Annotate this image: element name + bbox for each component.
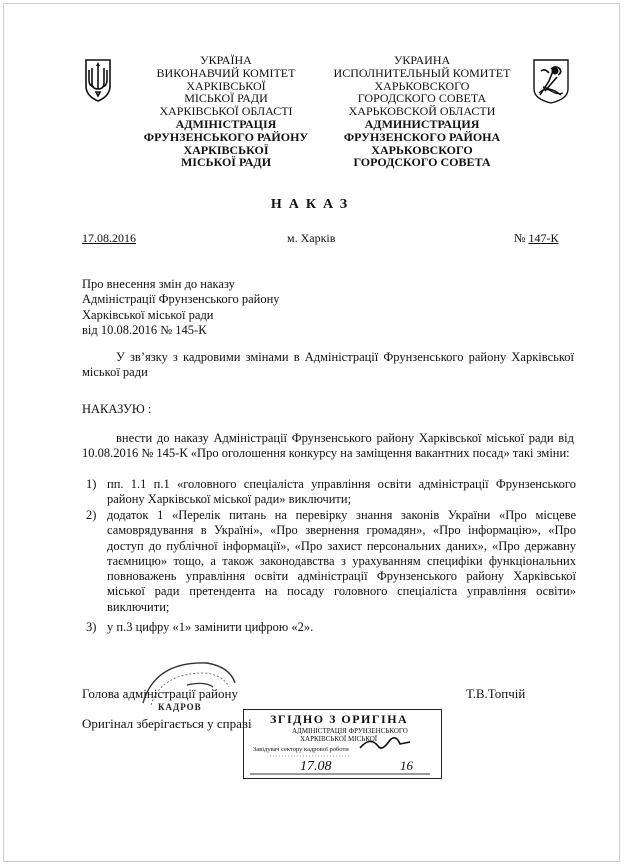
list-item-text: у п.3 цифру «1» замінити цифрою «2».: [107, 620, 314, 634]
document-city: м. Харків: [287, 231, 336, 245]
subject-line: Харківської міської ради: [82, 307, 214, 322]
number-value: 147-К: [528, 231, 559, 245]
list-item-number: 3): [86, 620, 97, 634]
kharkiv-coat-of-arms-icon: [531, 57, 571, 105]
stamp-heading: ЗГІДНО З ОРИГІНА: [270, 712, 409, 726]
header-line: ГОРОДСКОГО СОВЕТА: [353, 155, 491, 170]
original-note: Оригінал зберігається у справі: [82, 716, 252, 731]
subject-line: Адміністрації Фрунзенського району: [82, 292, 280, 307]
signer-name: Т.В.Топчій: [466, 686, 526, 701]
header-line: ХАРЬКОВСКОЙ ОБЛАСТИ: [348, 104, 496, 119]
handwritten-signature-icon: [240, 730, 440, 780]
header-line: ХАРЬКОВСКОГО: [374, 78, 470, 93]
number-prefix: №: [514, 231, 526, 245]
document-subject: [82, 277, 280, 338]
header-line: ФРУНЗЕНСЬКОГО РАЙОНУ: [143, 129, 309, 144]
order-word: НАКАЗУЮ :: [82, 402, 152, 416]
header-line: ФРУНЗЕНСКОГО РАЙОНА: [343, 129, 501, 144]
header-line: ХАРЬКОВСКОГО: [371, 142, 473, 157]
intro-paragraph: У зв’язку з кадровими змінами в Адміністрації Фрунзенського району Харківської міської ради: [82, 350, 574, 380]
header-line: ГОРОДСКОГО СОВЕТА: [357, 91, 487, 106]
header-line: АДМІНІСТРАЦІЯ: [175, 116, 277, 131]
header-line: ХАРКІВСЬКОЇ: [183, 142, 269, 157]
list-item-text: пп. 1.1 п.1 «головного спеціаліста управління освіти адміністрації Фрунзенського району Харківської міської ради» виключити;: [107, 477, 576, 507]
stamp-date-handwritten: 17.08: [300, 759, 332, 774]
signer-title: Голова адміністрації району: [82, 686, 238, 701]
header-line: ХАРКІВСЬКОЇ ОБЛАСТІ: [159, 104, 293, 119]
subject-line: Про внесення змін до наказу: [82, 277, 235, 291]
header-line: МІСЬКОЇ РАДИ: [180, 155, 272, 170]
stamp-line: Завідувач сектору кадрової роботи: [253, 746, 349, 753]
list-item-number: 1): [86, 477, 97, 491]
lead-paragraph: внести до наказу Адміністрації Фрунзенського району Харківської міської ради від 10.08.2016 № 145-К «Про оголошення конкурсу на заміщення вакантних посад» такі зміни:: [82, 431, 574, 461]
stamp-kadr-text: КАДРОВ: [158, 702, 202, 712]
document-date: 17.08.2016: [82, 231, 136, 245]
list-item-text: додаток 1 «Перелік питань на перевірку знання законів України «Про місцеве самоврядування в Україні», «Про звернення громадян», «Про інформацію», «Про доступ до публічної інформації», «Про захист персональних даних», «Про державну таємницю» тощо, а також законодавства з урахуванням специфіки функціональних повноважень управління освіти адміністрації Фрунзенського району Харківської міської ради претендента на посаду головного спеціаліста управління освіти» виключити;: [107, 508, 576, 614]
header-line: МІСЬКОЇ РАДИ: [184, 91, 268, 106]
document-title: НАКАЗ: [270, 197, 355, 212]
header-line: УКРАИНА: [393, 53, 451, 67]
list-item-number: 2): [86, 508, 97, 522]
stamp-year-handwritten: 16: [400, 758, 413, 773]
header-ukrainian: [131, 54, 321, 169]
header-russian: [322, 54, 522, 169]
header-line: ИСПОЛНИТЕЛЬНЫЙ КОМИТЕТ: [333, 65, 511, 80]
header-line: ХАРКІВСЬКОЇ: [186, 78, 266, 93]
header-line: УКРАЇНА: [200, 53, 252, 67]
stamp-line: ХАРКІВСЬКОЇ МІСЬКОЇ: [300, 735, 378, 743]
header-line: ВИКОНАВЧИЙ КОМІТЕТ: [156, 65, 296, 80]
header-line: АДМИНИСТРАЦИЯ: [364, 116, 480, 131]
document-number: [514, 231, 558, 246]
trident-emblem-icon: [83, 56, 113, 102]
stamp-line: АДМІНІСТРАЦІЯ ФРУНЗЕНСЬКОГО: [292, 727, 408, 735]
subject-line: від 10.08.2016 № 145-К: [82, 322, 207, 337]
